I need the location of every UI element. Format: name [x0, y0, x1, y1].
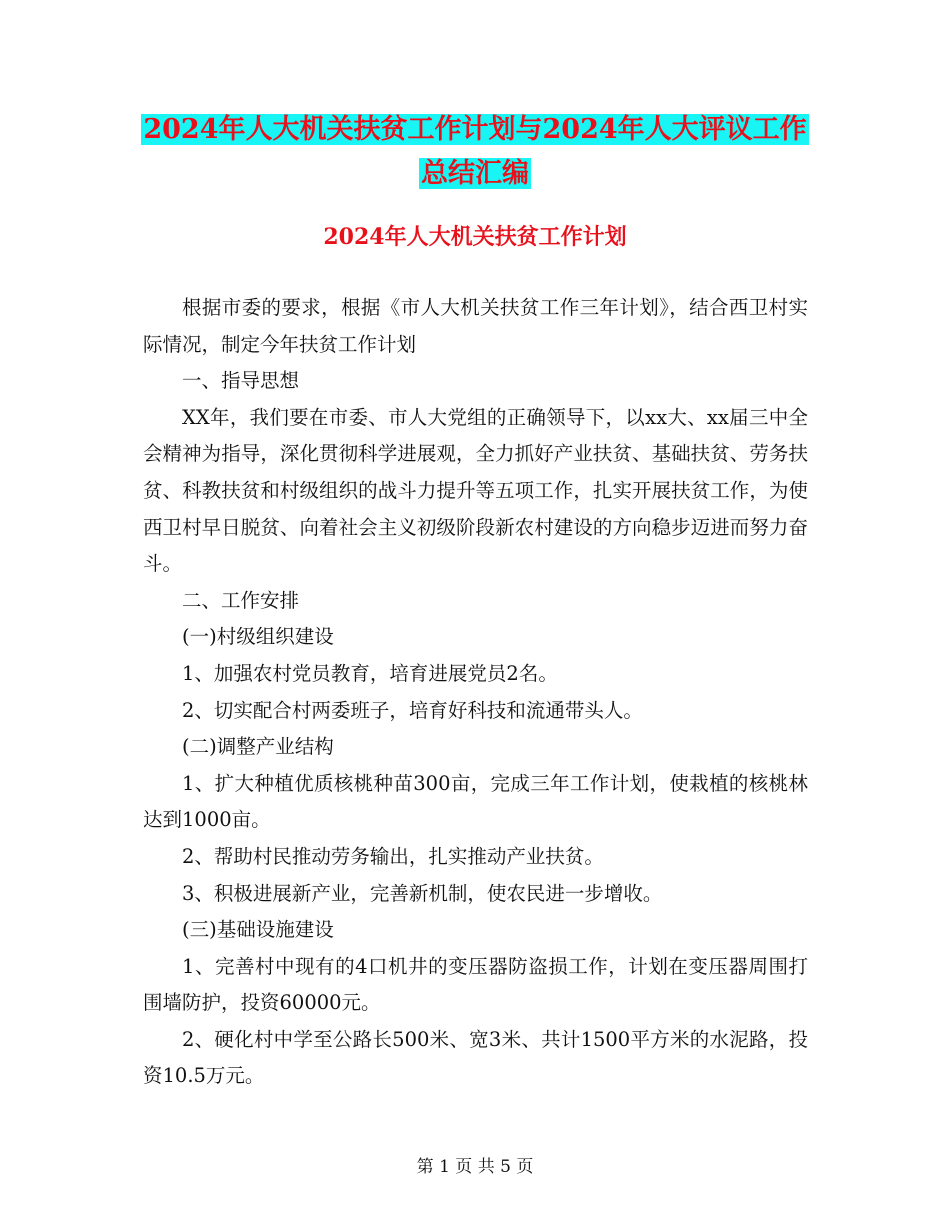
- document-body: [143, 290, 808, 1095]
- document-title-line-1: [0, 108, 950, 152]
- paragraph: 3、积极进展新产业，完善新机制，使农民进一步增收。: [182, 881, 663, 905]
- paragraph: 2、帮助村民推动劳务输出，扎实推动产业扶贫。: [182, 844, 604, 868]
- document-title-line-2: [0, 152, 950, 196]
- paragraph: 一、指导思想: [182, 369, 300, 393]
- paragraph: 根据市委的要求，根据《市人大机关扶贫工作三年计划》，结合西卫村实际情况，制定今年扶贫工作计划: [143, 296, 808, 356]
- paragraph: 1、扩大种植优质核桃种苗300亩，完成三年工作计划，使栽植的核桃林达到1000亩。: [143, 771, 808, 832]
- paragraph: (二)调整产业结构: [182, 735, 334, 759]
- document-title-text-1: 2024年人大机关扶贫工作计划与2024年人大评议工作: [143, 114, 807, 145]
- paragraph: 1、加强农村党员教育，培育进展党员2名。: [182, 661, 558, 685]
- document-title-text-2: 总结汇编: [421, 158, 529, 189]
- page-number-footer: 第 1 页 共 5 页: [416, 1157, 534, 1177]
- paragraph: XX年，我们要在市委、市人大党组的正确领导下，以xx大、xx届三中全会精神为指导，深化贯彻科学进展观，全力抓好产业扶贫、基础扶贫、劳务扶贫、科教扶贫和村级组织的战斗力提升等五项工作，扎实开展扶贫工作，为使西卫村早日脱贫、向着社会主义初级阶段新农村建设的方向稳步迈进而努力奋斗。: [143, 405, 808, 576]
- paragraph: (一)村级组织建设: [182, 625, 334, 649]
- paragraph: (三)基础设施建设: [182, 918, 334, 942]
- paragraph: 1、完善村中现有的4口机井的变压器防盗损工作，计划在变压器周围打围墙防护，投资60000元。: [143, 954, 808, 1015]
- paragraph: 二、工作安排: [182, 588, 300, 612]
- section-title: 2024年人大机关扶贫工作计划: [323, 224, 627, 250]
- paragraph: 2、硬化村中学至公路长500米、宽3米、共计1500平方米的水泥路，投资10.5万元。: [143, 1027, 808, 1088]
- paragraph: 2、切实配合村两委班子，培育好科技和流通带头人。: [182, 698, 643, 722]
